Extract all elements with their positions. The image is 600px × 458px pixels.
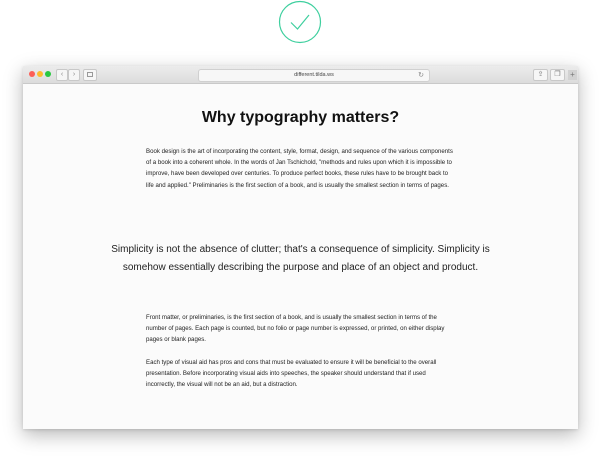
zoom-dot[interactable] xyxy=(45,71,51,77)
browser-window xyxy=(23,66,578,429)
url-text: different.tilda.ws xyxy=(294,72,334,78)
visual-aid-paragraph: Each type of visual aid has pros and cons that must be evaluated to ensure it will be beneficial to the overall presentation. Before incorporating visual aids into speeches, the speaker should understand that if used incorrectly, the visual will not be an aid, but a distraction. xyxy=(146,359,437,389)
sidebar-icon[interactable] xyxy=(83,69,97,81)
check-circle-icon xyxy=(278,0,322,44)
reload-icon[interactable]: ↻ xyxy=(418,72,424,79)
address-bar[interactable] xyxy=(198,69,430,82)
tabs-icon[interactable]: ❐ xyxy=(550,69,565,81)
close-dot[interactable] xyxy=(29,71,35,77)
share-icon[interactable]: ⇪ xyxy=(533,69,548,81)
minimize-dot[interactable] xyxy=(37,71,43,77)
chevron-right-icon[interactable]: › xyxy=(68,69,80,81)
front-matter-paragraph: Front matter, or preliminaries, is the first section of a book, and is usually the smallest section in terms of the number of pages. Each page is counted, but no folio or page number is expressed, or printed, on either display pages or blank pages. xyxy=(146,314,445,344)
chevron-left-icon[interactable]: ‹ xyxy=(56,69,68,81)
page-content xyxy=(23,84,578,429)
pull-quote: Simplicity is not the absence of clutter; that's a consequence of simplicity. Simplicity is somehow essentially describing the purpose and place of an object and product. xyxy=(111,244,490,273)
new-tab-icon[interactable]: + xyxy=(568,70,577,80)
intro-paragraph: Book design is the art of incorporating the content, style, format, design, and sequence of the various components of a book into a coherent whole. In the words of Jan Tschichold, "methods and rules upon which it is impossible to improve, have been developed over centuries. To produce perfect books, these rules have to be brought back to life and applied." Preliminaries is the first section of a book, and is usually the smallest section in terms of pages. xyxy=(146,148,453,189)
browser-toolbar xyxy=(23,66,578,84)
page-title: Why typography matters? xyxy=(201,109,400,126)
